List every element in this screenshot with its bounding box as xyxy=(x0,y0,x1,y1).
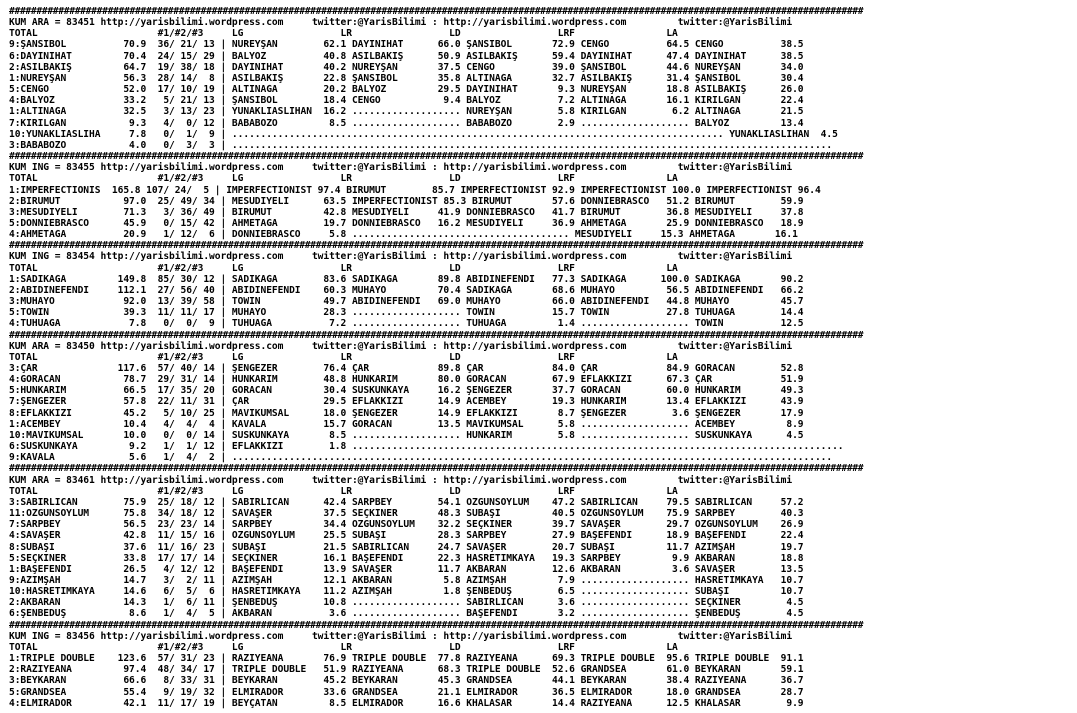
column-header: TOTAL #1/#2/#3 LG LR LD LRF LA xyxy=(9,173,678,185)
column-header: TOTAL #1/#2/#3 LG LR LD LRF LA xyxy=(9,262,678,274)
table-row: 4:TUHUAĞA 7.8 0/ 0/ 9 | TUHUAĞA 7.2 ................... TUHUAĞA 1.4 ................... TOWIN 12.5 xyxy=(9,318,804,330)
table-row: 10:MAVIKUMSAL 10.0 0/ 0/ 14 | SUSKUNKAYA 8.5 ................... HÜNKARIM 5.8 ................... SUSKUNKAYA 4.5 xyxy=(9,429,804,441)
table-row: 11:ÖZGÜNSOYLUM 75.8 34/ 18/ 12 | SAVAŞER 37.5 SEÇKİNER 48.3 SUBAŞI 40.5 ÖZGÜNSOYLUM 75.9 SARPBEY 40.3 xyxy=(9,508,804,520)
race-header: KUM ING = 83455 http://yarisbilimi.wordpress.com twitter:@YarisBilimi : http://yarisbilimi.wordpress.com twitter:@YarisBilimi xyxy=(9,162,793,174)
table-row: 5:TOWIN 39.3 11/ 11/ 17 | MUHAYO 28.3 ................... TOWIN 15.7 TOWIN 27.8 TUHUAĞA 14.4 xyxy=(9,307,804,319)
table-row: 1:ALTINAĞA 32.5 3/ 13/ 23 | YUNAKLIASLIHAN 16.2 ................... NUREYŞAN 5.8 KIRILGAN 6.2 ALTINAĞA 21.5 xyxy=(9,106,804,118)
column-header: TOTAL #1/#2/#3 LG LR LD LRF LA xyxy=(9,485,678,497)
separator-line: ############################################################################################################################################################ xyxy=(9,151,864,163)
table-row: 6:ŞENBEDÜŞ 8.6 1/ 4/ 5 | AKBARAN 3.6 ................... BAŞEFENDİ 3.2 ................... ŞENBEDÜŞ 4.5 xyxy=(9,608,804,620)
table-row: 9:AZİMŞAH 14.7 3/ 2/ 11 | AZİMŞAH 12.1 AKBARAN 5.8 AZİMŞAH 7.9 ................... HASRETİMKAYA 10.7 xyxy=(9,574,804,586)
table-row: 9:ŞANSIBOL 70.9 36/ 21/ 13 | NUREYŞAN 62.1 DAYINİHAT 66.0 ŞANSIBOL 72.9 CENGO 64.5 CENGO 38.5 xyxy=(9,39,804,51)
column-header: TOTAL #1/#2/#3 LG LR LD LRF LA xyxy=(9,28,678,40)
race-header: KUM ARA = 83451 http://yarisbilimi.wordpress.com twitter:@YarisBilimi : http://yarisbilimi.wordpress.com twitter:@YarisBilimi xyxy=(9,17,793,29)
race-header: KUM ARA = 83450 http://yarisbilimi.wordpress.com twitter:@YarisBilimi : http://yarisbilimi.wordpress.com twitter:@YarisBilimi xyxy=(9,340,793,352)
race-header: KUM ARA = 83461 http://yarisbilimi.wordpress.com twitter:@YarisBilimi : http://yarisbilimi.wordpress.com twitter:@YarisBilimi xyxy=(9,474,793,486)
table-row: 2:RAZİYEANA 97.4 48/ 34/ 17 | TRIPLE DOUBLE 51.9 RAZİYEANA 68.3 TRIPLE DOUBLE 52.6 GRANDSEA 61.0 BEYKARAN 59.1 xyxy=(9,664,804,676)
column-header: TOTAL #1/#2/#3 LG LR LD LRF LA xyxy=(9,351,678,363)
table-row: 2:ASILBAKIŞ 64.7 19/ 38/ 18 | DAYINİHAT 40.2 NUREYŞAN 37.5 CENGO 39.0 ŞANSIBOL 44.6 NUREYŞAN 34.0 xyxy=(9,61,804,73)
table-row: 3:SABIRLICAN 75.9 25/ 18/ 12 | SABIRLICAN 42.4 SARPBEY 54.1 ÖZGÜNSOYLUM 47.2 SABIRLICAN 79.5 SABIRLICAN 57.2 xyxy=(9,496,804,508)
table-row: 1:IMPERFECTIONIS 165.8 107/ 24/ 5 | IMPERFECTIONIST 97.4 BIRUMUT 85.7 IMPERFECTIONIST 92.9 IMPERFECTIONIST 100.0 IMPERFECTIONIST 96.4 xyxy=(9,184,821,196)
table-row: 1:SADIKAĞA 149.8 85/ 30/ 12 | SADIKAĞA 83.6 SADIKAĞA 89.8 ABİDİNEFENDİ 77.3 SADIKAĞA 100.0 SADIKAĞA 90.2 xyxy=(9,273,804,285)
table-row: 1:BAŞEFENDİ 26.5 4/ 12/ 12 | BAŞEFENDİ 13.9 SAVAŞER 11.7 AKBARAN 12.6 AKBARAN 3.6 SAVAŞER 13.5 xyxy=(9,563,804,575)
table-row: 7:ŞENGEZER 57.8 22/ 11/ 31 | ÇAR 29.5 EFLAKKIZI 14.9 ACEMBEY 19.3 HÜNKARIM 13.4 EFLAKKIZI 43.9 xyxy=(9,396,804,408)
table-row: 10:HASRETİMKAYA 14.6 6/ 5/ 6 | HASRETİMKAYA 11.2 AZİMŞAH 1.8 ŞENBEDÜŞ 6.5 ................... SUBAŞI 10.7 xyxy=(9,586,804,598)
race-header: KUM ING = 83454 http://yarisbilimi.wordpress.com twitter:@YarisBilimi : http://yarisbilimi.wordpress.com twitter:@YarisBilimi xyxy=(9,251,793,263)
separator-line: ############################################################################################################################################################ xyxy=(9,619,864,631)
table-row: 4:AHMETAĞA 20.9 1/ 12/ 6 | DONNIEBRASCO 5.8 ...................................... MESUDİYELİ 15.3 AHMETAĞA 16.1 xyxy=(9,229,798,241)
separator-line: ############################################################################################################################################################ xyxy=(9,6,864,17)
table-row: 3:BABABOZO 4.0 0/ 3/ 3 | ......................................................................................................... xyxy=(9,139,833,151)
table-row: 3:BEYKARAN 66.6 8/ 33/ 31 | BEYKARAN 45.2 BEYKARAN 45.3 GRANDSEA 44.1 BEYKARAN 38.4 RAZİYEANA 36.7 xyxy=(9,675,804,687)
table-row: 10:YUNAKLIASLIHA 7.8 0/ 1/ 9 | ...................................................................................... YUNAKLIASLIHAN 4.5 xyxy=(9,128,838,140)
table-row: 9:KAVALA 5.6 1/ 4/ 2 | ......................................................................................................... xyxy=(9,452,833,464)
separator-line: ############################################################################################################################################################ xyxy=(9,240,864,252)
table-row: 4:SAVAŞER 42.8 11/ 15/ 16 | ÖZGÜNSOYLUM 25.5 SUBAŞI 28.3 SARPBEY 27.9 BAŞEFENDİ 18.9 BAŞEFENDİ 22.4 xyxy=(9,530,804,542)
table-row: 4:ELMIRADOR 42.1 11/ 17/ 19 | BEYÇATAN 8.5 ELMIRADOR 16.6 KHALASAR 14.4 RAZİYEANA 12.5 KHALASAR 9.9 xyxy=(9,697,804,709)
column-header: TOTAL #1/#2/#3 LG LR LD LRF LA xyxy=(9,641,678,653)
table-row: 6:SUSKUNKAYA 9.2 1/ 1/ 12 | EFLAKKIZI 1.8 ...................................................................................... xyxy=(9,441,844,453)
table-row: 4:BALYOZ 33.2 5/ 21/ 13 | ŞANSIBOL 18.4 CENGO 9.4 BALYOZ 7.2 ALTINAĞA 16.1 KIRILGAN 22.4 xyxy=(9,95,804,107)
table-row: 6:DAYINİHAT 70.4 24/ 15/ 29 | BALYOZ 40.8 ASILBAKIŞ 50.9 ASILBAKIŞ 59.4 DAYINİHAT 47.4 DAYINİHAT 38.5 xyxy=(9,50,804,62)
table-row: 2:AKBARAN 14.3 1/ 6/ 11 | ŞENBEDÜŞ 10.8 ................... SABIRLICAN 3.6 ................... SEÇKİNER 4.5 xyxy=(9,597,804,609)
table-row: 3:MESUDİYELİ 71.3 3/ 36/ 49 | BIRUMUT 42.8 MESUDİYELİ 41.9 DONNIEBRASCO 41.7 BIRUMUT 36.8 MESUDİYELİ 37.8 xyxy=(9,206,804,218)
table-row: 2:ABİDİNEFENDİ 112.1 27/ 56/ 40 | ABİDİNEFENDİ 60.3 MUHAYO 70.4 SADIKAĞA 68.6 MUHAYO 56.5 ABİDİNEFENDİ 66.2 xyxy=(9,284,804,296)
table-row: 1:TRIPLE DOUBLE 123.6 57/ 31/ 23 | RAZİYEANA 76.9 TRIPLE DOUBLE 77.8 RAZİYEANA 69.3 TRIPLE DOUBLE 95.6 TRIPLE DOUBLE 91.1 xyxy=(9,653,804,665)
table-row: 4:GORACAN 78.7 29/ 31/ 14 | HÜNKARIM 48.8 HÜNKARIM 80.0 GORACAN 67.9 EFLAKKIZI 67.3 ÇAR 51.9 xyxy=(9,374,804,386)
table-row: 1:ACEMBEY 10.4 4/ 4/ 4 | KAVALA 15.7 GORACAN 13.5 MAVIKUMSAL 5.8 ................... ACEMBEY 8.9 xyxy=(9,418,804,430)
separator-line: ############################################################################################################################################################ xyxy=(9,463,864,475)
table-row: 8:EFLAKKIZI 45.2 5/ 10/ 25 | MAVIKUMSAL 18.0 ŞENGEZER 14.9 EFLAKKIZI 8.7 ŞENGEZER 3.6 ŞENGEZER 17.9 xyxy=(9,407,804,419)
table-row: 3:MUHAYO 92.0 13/ 39/ 58 | TOWIN 49.7 ABİDİNEFENDİ 69.0 MUHAYO 66.0 ABİDİNEFENDİ 44.8 MUHAYO 45.7 xyxy=(9,296,804,308)
table-row: 5:SEÇKİNER 33.8 17/ 17/ 14 | SEÇKİNER 16.1 BAŞEFENDİ 22.3 HASRETİMKAYA 19.3 SARPBEY 9.9 AKBARAN 18.8 xyxy=(9,552,804,564)
table-row: 1:NUREYŞAN 56.3 28/ 14/ 8 | ASILBAKIŞ 22.8 ŞANSIBOL 35.8 ALTINAĞA 32.7 ASILBAKIŞ 31.4 ŞANSIBOL 30.4 xyxy=(9,72,804,84)
table-row: 7:SARPBEY 56.5 23/ 23/ 14 | SARPBEY 34.4 ÖZGÜNSOYLUM 32.2 SEÇKİNER 39.7 SAVAŞER 29.7 ÖZGÜNSOYLUM 26.9 xyxy=(9,519,804,531)
table-row: 8:SUBAŞI 37.6 11/ 16/ 23 | SUBAŞI 21.5 SABIRLICAN 24.7 SAVAŞER 20.7 SUBAŞI 11.7 AZİMŞAH 19.7 xyxy=(9,541,804,553)
separator-line: ############################################################################################################################################################ xyxy=(9,329,864,341)
table-row: 5:HÜNKARIM 66.5 17/ 35/ 20 | GORACAN 30.4 SUSKUNKAYA 16.2 ŞENGEZER 37.7 GORACAN 60.0 HÜNKARIM 49.3 xyxy=(9,385,804,397)
table-row: 2:BIRUMUT 97.0 25/ 49/ 34 | MESUDİYELİ 63.5 IMPERFECTIONIST 85.3 BIRUMUT 57.6 DONNIEBRASCO 51.2 BIRUMUT 59.9 xyxy=(9,195,804,207)
table-row: 3:ÇAR 117.6 57/ 40/ 14 | ŞENGEZER 76.4 ÇAR 89.8 ÇAR 84.0 ÇAR 84.9 GORACAN 52.8 xyxy=(9,363,804,374)
table-row: 5:CENGO 52.0 17/ 10/ 19 | ALTINAĞA 20.2 BALYOZ 29.5 DAYINİHAT 9.3 NUREYŞAN 18.8 ASILBAKIŞ 26.0 xyxy=(9,84,804,96)
race-header: KUM ING = 83456 http://yarisbilimi.wordpress.com twitter:@YarisBilimi : http://yarisbilimi.wordpress.com twitter:@YarisBilimi xyxy=(9,630,793,642)
table-row: 5:DONNIEBRASCO 45.9 0/ 15/ 42 | AHMETAĞA 19.7 DONNIEBRASCO 16.2 MESUDİYELİ 36.9 AHMETAĞA 25.9 DONNIEBRASCO 18.9 xyxy=(9,217,804,229)
table-row: 5:GRANDSEA 55.4 9/ 19/ 32 | ELMIRADOR 33.6 GRANDSEA 21.1 ELMIRADOR 36.5 ELMIRADOR 18.0 GRANDSEA 28.7 xyxy=(9,686,804,698)
table-row: 7:KIRILGAN 9.3 4/ 0/ 12 | BABABOZO 8.5 ................... BABABOZO 2.9 ................... BALYOZ 13.4 xyxy=(9,117,804,129)
